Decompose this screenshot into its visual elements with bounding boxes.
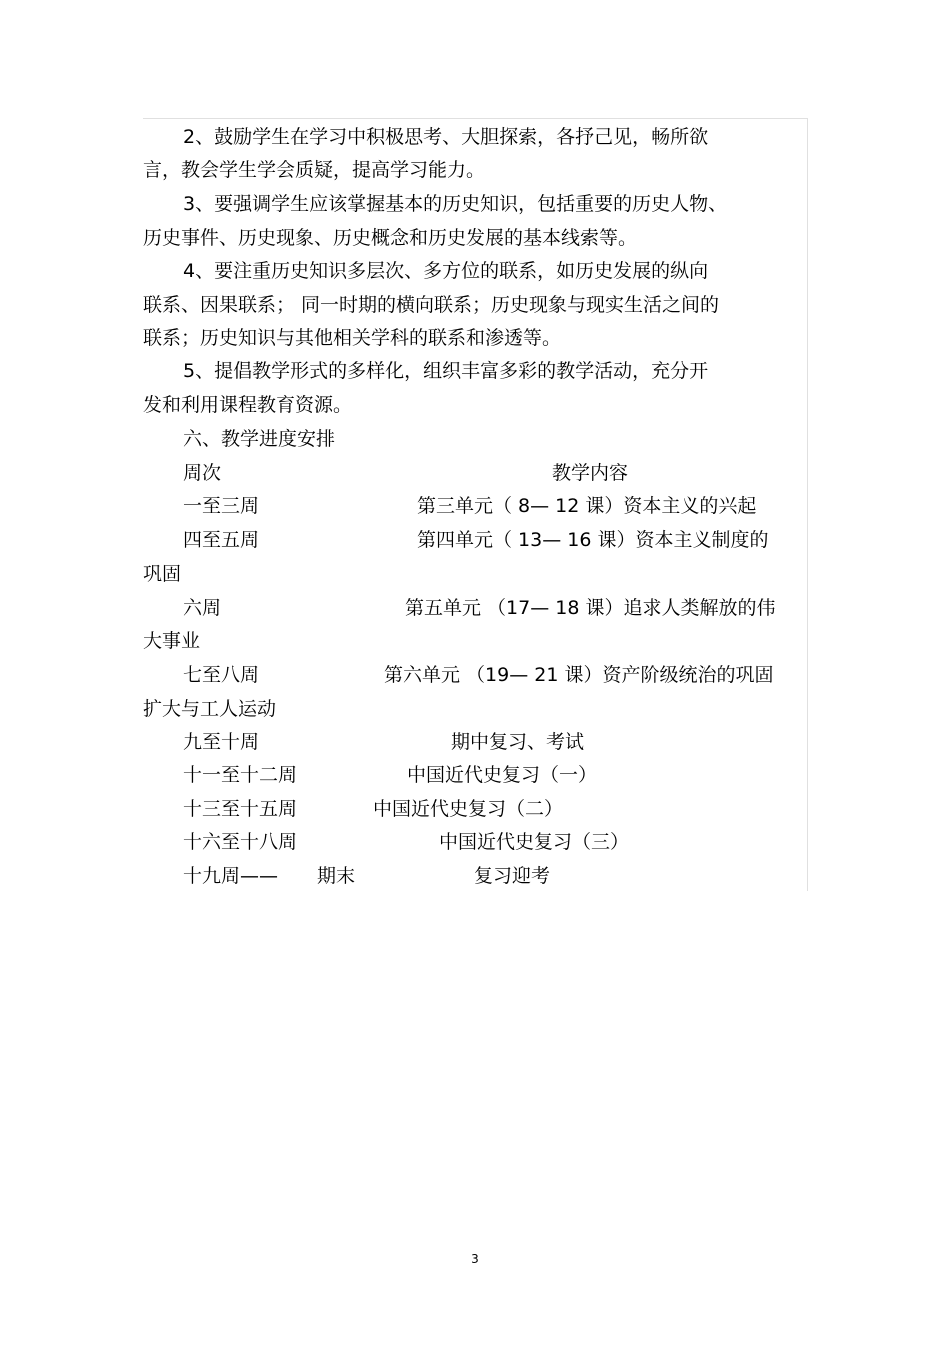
paragraph-5-line-1: 5、提倡教学形式的多样化，组织丰富多彩的教学活动，充分开 [183,360,709,382]
schedule-row-content: 中国近代史复习（三） [439,831,630,853]
schedule-header-week: 周次 [183,462,222,484]
schedule-row-content: 中国近代史复习（一） [407,764,598,786]
paragraph-2-line-2: 言，教会学生学会质疑，提高学习能力。 [143,159,486,181]
page-number: 3 [471,1252,479,1266]
schedule-row-content: 复习迎考 [474,865,551,887]
section-heading: 六、教学进度安排 [183,428,336,450]
schedule-row-week: 十六至十八周 [183,831,298,853]
schedule-header-content: 教学内容 [552,462,629,484]
paragraph-5-line-2: 发和利用课程教育资源。 [143,394,353,416]
schedule-row-week-extra: 期末 [317,865,356,887]
schedule-row-content-continued: 大事业 [143,630,201,652]
paragraph-2-line-1: 2、鼓励学生在学习中积极思考、大胆探索，各抒己见，畅所欲 [183,126,709,148]
schedule-row-content-continued: 巩固 [143,563,182,585]
schedule-row-content: 第三单元（ 8— 12 课）资本主义的兴起 [417,495,757,517]
schedule-row-week: 四至五周 [183,529,260,551]
schedule-row-content-continued: 扩大与工人运动 [143,698,277,720]
schedule-row-week: 六周 [183,597,222,619]
schedule-row-week: 十一至十二周 [183,764,298,786]
paragraph-3-line-2: 历史事件、历史现象、历史概念和历史发展的基本线索等。 [143,227,638,249]
schedule-row-week: 十九周—— [183,865,279,887]
schedule-row-content: 第五单元 （17— 18 课）追求人类解放的伟 [405,597,776,619]
paragraph-4-line-3: 联系；历史知识与其他相关学科的联系和渗透等。 [143,327,562,349]
schedule-row-week: 十三至十五周 [183,798,298,820]
schedule-row-content: 第四单元（ 13— 16 课）资本主义制度的 [417,529,769,551]
schedule-row-week: 七至八周 [183,664,260,686]
schedule-row-week: 九至十周 [183,731,260,753]
schedule-row-content: 第六单元 （19— 21 课）资产阶级统治的巩固 [384,664,774,686]
schedule-row-content: 中国近代史复习（二） [373,798,564,820]
schedule-row-week: 一至三周 [183,495,260,517]
paragraph-4-line-2: 联系、因果联系； 同一时期的横向联系；历史现象与现实生活之间的 [143,294,720,316]
paragraph-4-line-1: 4、要注重历史知识多层次、多方位的联系，如历史发展的纵向 [183,260,709,282]
schedule-row-content: 期中复习、考试 [451,731,585,753]
paragraph-3-line-1: 3、要强调学生应该掌握基本的历史知识，包括重要的历史人物、 [183,193,728,215]
